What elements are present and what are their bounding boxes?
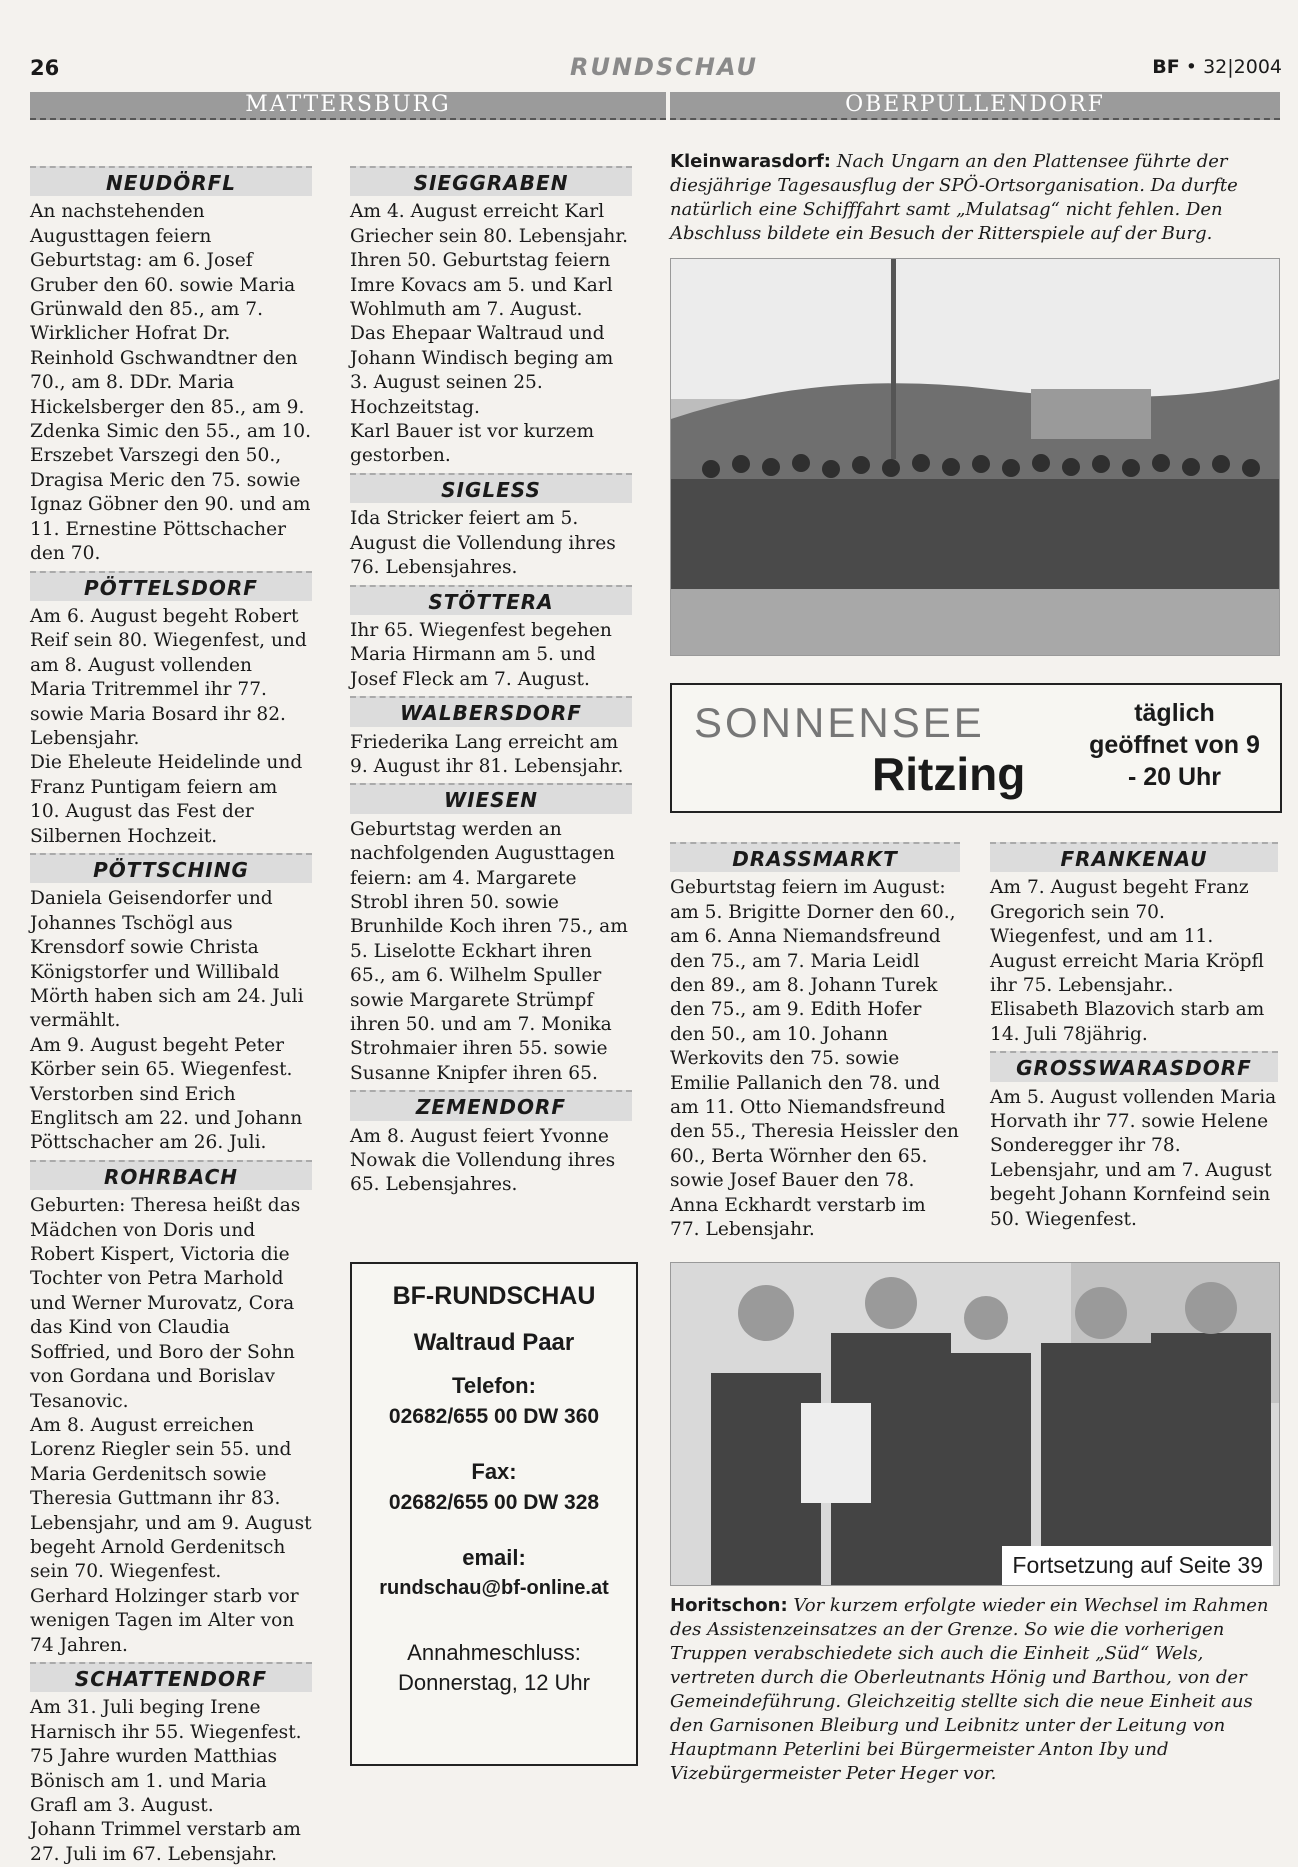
heading-drassmarkt: DRASSMARKT (670, 842, 960, 872)
bottom-photo-caption (670, 1594, 1282, 1786)
article-sieggraben-2: Das Ehepaar Waltraud und Johann Windisch beging am 3. August seinen 25. Hochzeitstag. (350, 323, 614, 418)
handover-photo (670, 1262, 1280, 1586)
article-grosswarasdorf: Am 5. August vollenden Maria Horvath ihr 77. sowie Helene Sonderegger ihr 78. Lebensjahr, und am 7. August begeht Johann Kornfeind sein 50. Wiegenfest. (990, 1086, 1277, 1230)
article-wiesen: Geburtstag werden an nachfolgenden Augusttagen feiern: am 4. Margarete Strobl ihren 50. sowie Brunhilde Koch ihren 75., am 5. Liselotte Eckhart ihren 65., am 6. Wilhelm Spuller sowie Margarete Strümpf ihren 50. und am 7. Monika Strohmaier ihren 55. sowie Susanne Knipfer ihren 65. (350, 818, 628, 1084)
article-drassmarkt: Geburtstag feiern im August: am 5. Brigitte Dorner den 60., am 6. Anna Niemandsfreund den 75., am 7. Maria Leidl den 89., am 8. Johann Turek den 75., am 9. Edith Hofer den 50., am 10. Johann Werkovits den 75. sowie Emilie Pallanich den 78. und am 11. Otto Niemandsfreund den 55., Theresia Heissler den 60., Berta Wörnher den 65. sowie Josef Bauer den 78. (670, 877, 959, 1192)
ad-hours: täglich geöffnet von 9 - 20 Uhr (1089, 699, 1260, 791)
article-poettelsdorf-2: Die Eheleute Heidelinde und Franz Puntigam feiern am 10. August das Fest der Silbernen Hochzeit. (30, 752, 303, 847)
article-walbersdorf: Friederika Lang erreicht am 9. August ihr 81. Lebensjahr. (350, 731, 624, 777)
email-link[interactable]: rundschau@bf-online.at (379, 1577, 609, 1599)
handover-photo-image (671, 1263, 1279, 1585)
article-sieggraben-3: Karl Bauer ist vor kurzem gestorben. (350, 421, 595, 467)
section-band-right: OBERPULLENDORF (670, 92, 1280, 120)
article-schattendorf-2: Johann Trimmel verstarb am 27. Juli im 67. Lebensjahr. (30, 1819, 301, 1865)
email-label: email: (462, 1545, 526, 1570)
column-2 (350, 162, 632, 1198)
article-sigless: Ida Stricker feiert am 5. August die Vollendung ihres 76. Lebensjahres. (350, 508, 616, 579)
heading-stoettera: STÖTTERA (350, 585, 632, 615)
column-1 (30, 162, 312, 1867)
article-poettsching: Daniela Geisendorfer und Johannes Tschögl aus Krensdorf sowie Christa Königstorfer und Willibald Mörth haben sich am 24. Juli vermählt. (30, 888, 304, 1032)
paper-name: BF (1152, 56, 1180, 78)
contact-name: Waltraud Paar (413, 1329, 575, 1356)
heading-poettsching: PÖTTSCHING (30, 853, 312, 883)
section-band-left: MATTERSBURG (30, 92, 666, 120)
bottom-caption-place: Horitschon: (670, 1595, 788, 1616)
continuation-note: Fortsetzung auf Seite 39 (1002, 1546, 1273, 1585)
heading-sieggraben: SIEGGRABEN (350, 166, 632, 196)
column-drassmarkt (670, 838, 960, 1243)
masthead: RUNDSCHAU (570, 53, 758, 81)
article-frankenau: Am 7. August begeht Franz Gregorich sein 70. Wiegenfest, und am 11. August erreicht Maria Kröpfl ihr 75. Lebensjahr.. (990, 877, 1264, 997)
heading-frankenau: FRANKENAU (990, 842, 1278, 872)
phone-label: Telefon: (452, 1373, 536, 1398)
heading-neudoerfl: NEUDÖRFL (30, 166, 312, 196)
deadline-value: Donnerstag, 12 Uhr (398, 1670, 590, 1695)
article-frankenau-2: Elisabeth Blazovich starb am 14. Juli 78jährig. (990, 999, 1265, 1045)
group-photo (670, 258, 1280, 656)
fax-label: Fax: (471, 1459, 517, 1484)
ad-place: Ritzing (872, 748, 1026, 800)
article-schattendorf: Am 31. Juli beging Irene Harnisch ihr 55. Wiegenfest. 75 Jahre wurden Matthias Bönisch am 1. und Maria Grafl am 3. August. (30, 1697, 302, 1816)
column-frankenau (990, 838, 1278, 1232)
heading-wiesen: WIESEN (350, 783, 632, 813)
heading-grosswarasdorf: GROSSWARASDORF (990, 1051, 1278, 1081)
heading-walbersdorf: WALBERSDORF (350, 696, 632, 726)
contact-title: BF-RUNDSCHAU (392, 1282, 596, 1310)
issue-number: 32|2004 (1203, 56, 1282, 78)
top-photo-caption (670, 150, 1282, 246)
article-sieggraben: Am 4. August erreicht Karl Griecher sein 80. Lebensjahr. Ihren 50. Geburtstag feiern Imre Kovacs am 5. und Karl Wohlmuth am 7. August. (350, 201, 629, 321)
article-rohrbach-3: Gerhard Holzinger starb vor wenigen Tagen im Alter von 74 Jahren. (30, 1585, 299, 1656)
fax-number: 02682/655 00 DW 328 (388, 1491, 600, 1514)
top-caption-place: Kleinwarasdorf: (670, 151, 831, 172)
article-neudoerfl: An nachstehenden Augusttagen feiern Geburtstag: am 6. Josef Gruber den 60. sowie Maria Grünwald den 85., am 7. Wirklicher Hofrat Dr. Reinhold Gschwandtner den 70., am 8. DDr. Maria Hickelsberger den 85., am 9. Zdenka Simic den 55., am 10. Erszebet Varszegi den 50., Dragisa Meric den 75. sowie Ignaz Göbner den 90. und am 11. Ernestine Pöttschacher den 70. (30, 201, 312, 565)
article-drassmarkt-2: Anna Eckhardt verstarb im 77. Lebensjahr. (670, 1194, 926, 1241)
contact-box (350, 1262, 638, 1766)
top-caption-text: Nach Ungarn an den Plattensee führte der diesjährige Tagesausflug der SPÖ-Ortsorganisation. Da durfte natürlich eine Schifffahrt samt „Mulatsag“ nicht fehlen. Den Abschluss bildete ein Besuch der Ritterspiele auf der Burg. (670, 151, 1238, 244)
article-poettelsdorf: Am 6. August begeht Robert Reif sein 80. Wiegenfest, und am 8. August vollenden Maria Tritremmel ihr 77. sowie Maria Bosard ihr 82. Lebensjahr. (30, 605, 307, 749)
article-poettsching-3: Verstorben sind Erich Englitsch am 22. und Johann Pöttschacher am 26. Juli. (30, 1083, 303, 1154)
article-poettsching-2: Am 9. August begeht Peter Körber sein 65. Wiegenfest. (30, 1034, 293, 1081)
heading-schattendorf: SCHATTENDORF (30, 1662, 312, 1692)
article-rohrbach: Geburten: Theresa heißt das Mädchen von Doris und Robert Kispert, Victoria die Tochter von Petra Marhold und Werner Murovatz, Cora das Kind von Claudia Soffried, und Boro der Sohn von Gordana und Borislav Tesanovic. (30, 1195, 301, 1412)
heading-zemendorf: ZEMENDORF (350, 1090, 632, 1120)
phone-number[interactable]: 02682/655 00 DW 360 (388, 1405, 600, 1428)
issue-info: BF • 32|2004 (1152, 56, 1282, 78)
deadline-label: Annahmeschluss: (407, 1640, 581, 1665)
article-stoettera: Ihr 65. Wiegenfest begehen Maria Hirmann am 5. und Josef Fleck am 7. August. (350, 619, 612, 690)
sonnensee-ad[interactable] (670, 683, 1282, 813)
article-zemendorf: Am 8. August feiert Yvonne Nowak die Vollendung ihres 65. Lebensjahres. (350, 1125, 616, 1196)
ad-brand: SONNENSEE (694, 699, 985, 746)
page-number: 26 (30, 56, 60, 80)
bottom-caption-text: Vor kurzem erfolgte wieder ein Wechsel im Rahmen des Assistenzeinsatzes an der Grenze. So wie die vorherigen Truppen verabschiedete sich auch die Einheit „Süd“ Wels, vertreten durch die Oberleutnants Hönig und Barthou, von der Gemeindeführung. Gleichzeitig stellte sich die neue Einheit aus den Garnisonen Bleiburg und Leibnitz unter der Leitung von Hauptmann Peterlini bei Bürgermeister Anton Iby und Vizebürgermeister Peter Heger vor. (670, 1595, 1269, 1784)
heading-rohrbach: ROHRBACH (30, 1160, 312, 1190)
heading-sigless: SIGLESS (350, 473, 632, 503)
group-photo-image (671, 259, 1279, 655)
article-rohrbach-2: Am 8. August erreichen Lorenz Riegler sein 55. und Maria Gerdenitsch sowie Theresia Guttmann ihr 83. Lebensjahr, und am 9. August begeht Arnold Gerdenitsch sein 70. Wiegenfest. (30, 1414, 312, 1583)
heading-poettelsdorf: PÖTTELSDORF (30, 571, 312, 601)
